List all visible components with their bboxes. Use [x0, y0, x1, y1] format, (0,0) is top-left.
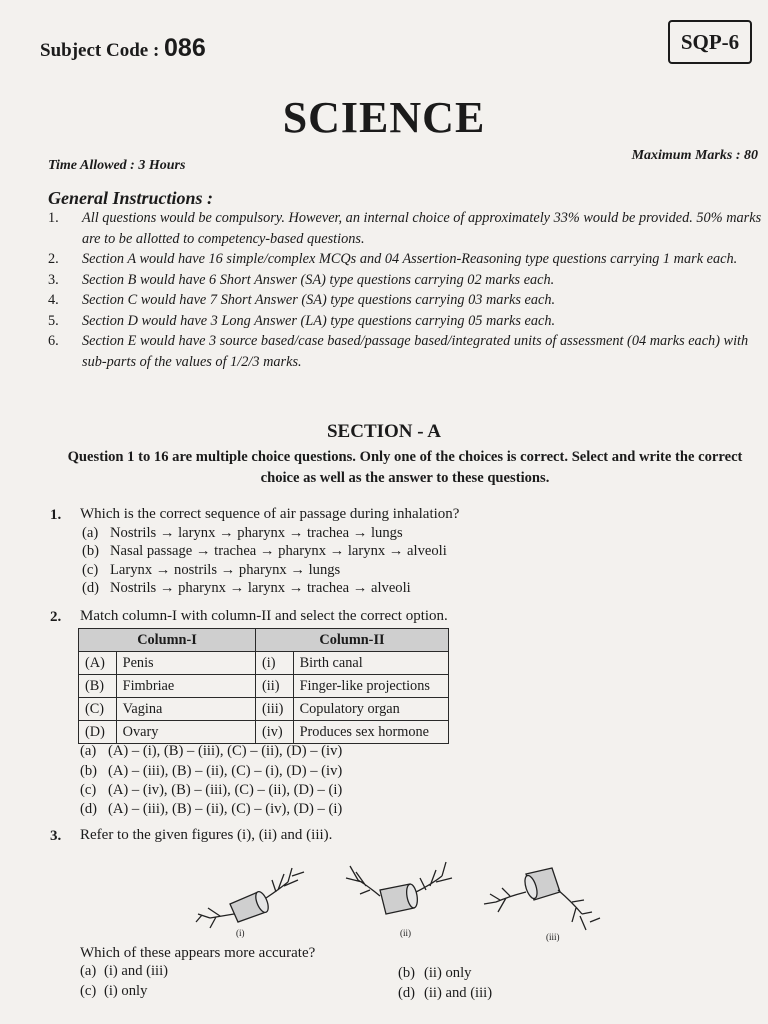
table-cell: Produces sex hormone	[293, 721, 448, 744]
plant-pots-illustration	[180, 856, 650, 942]
instruction-item	[48, 331, 764, 372]
table-cell: Copulatory organ	[293, 698, 448, 721]
option-letter: (b)	[82, 543, 100, 559]
instruction-text: Section B would have 6 Short Answer (SA) type questions carrying 02 marks each.	[82, 271, 555, 288]
option-a	[80, 963, 168, 980]
table-cell: Fimbriae	[116, 675, 255, 698]
option-text: Nostrils → pharynx → larynx → trachea → alveoli	[110, 580, 411, 596]
option-text: (ii) only	[424, 965, 472, 981]
option-text: (A) – (iii), (B) – (ii), (C) – (i), (D) – (iv)	[108, 763, 343, 779]
option-letter: (a)	[80, 743, 97, 759]
question-text: Refer to the given figures (i), (ii) and (iii).	[80, 827, 333, 843]
subject-code	[40, 34, 206, 63]
column-header: Column-I	[79, 629, 256, 652]
instruction-number: 3.	[48, 271, 59, 288]
instruction-number: 2.	[48, 251, 59, 267]
option-d	[82, 580, 411, 597]
table-cell: Ovary	[116, 721, 255, 744]
option-text: (ii) and (iii)	[424, 985, 493, 1001]
option-text: Nasal passage → trachea → pharynx → larynx → alveoli	[110, 543, 447, 559]
table-cell: (D)	[79, 721, 117, 744]
plant-pot-figures	[180, 856, 650, 942]
table-cell: (iv)	[256, 721, 294, 744]
table-row	[79, 652, 449, 675]
option-c	[80, 983, 147, 1000]
option-a	[80, 743, 342, 760]
instruction-text: Section A would have 16 simple/complex MCQs and 04 Assertion-Reasoning type questions carrying 1 mark each.	[82, 251, 738, 267]
column-header: Column-II	[256, 629, 449, 652]
question-number: 2.	[50, 609, 62, 625]
table-row	[79, 698, 449, 721]
instruction-item	[48, 290, 764, 311]
option-text: (i) and (iii)	[104, 963, 169, 979]
table-cell: Vagina	[116, 698, 255, 721]
question-text: Match column-I with column-II and select the correct option.	[80, 608, 448, 624]
paper-id-box: SQP-6	[668, 20, 752, 64]
match-table	[78, 628, 449, 744]
option-b	[82, 543, 447, 560]
option-d	[398, 985, 492, 1002]
instruction-item	[48, 311, 764, 332]
option-text: (i) only	[104, 983, 148, 999]
option-letter: (b)	[398, 965, 416, 981]
option-b	[80, 763, 342, 780]
instructions-heading: General Instructions :	[48, 188, 214, 208]
option-text: (A) – (iii), (B) – (ii), (C) – (iv), (D) – (i)	[108, 801, 343, 817]
maximum-marks: Maximum Marks : 80	[631, 148, 758, 163]
option-text: (A) – (i), (B) – (iii), (C) – (ii), (D) – (iv)	[108, 743, 343, 759]
table-cell: Finger-like projections	[293, 675, 448, 698]
table-cell: (A)	[79, 652, 117, 675]
subject-code-number: 086	[164, 34, 206, 62]
instructions-list	[48, 208, 764, 372]
figure-ii	[346, 862, 452, 914]
instruction-text: All questions would be compulsory. However, an internal choice of approximately 33% would be provided. 50% marks are to be allotted to competency-based questions.	[82, 210, 762, 247]
question-text: Which is the correct sequence of air passage during inhalation?	[80, 506, 460, 522]
table-cell: (iii)	[256, 698, 294, 721]
figure-iii	[484, 868, 600, 930]
instruction-number: 6.	[48, 333, 59, 349]
subject-code-label: Subject Code :	[40, 40, 160, 61]
page-title: SCIENCE	[282, 93, 486, 142]
option-letter: (d)	[80, 801, 98, 817]
instruction-number: 5.	[48, 312, 59, 329]
instruction-number: 4.	[48, 292, 59, 308]
option-c	[80, 782, 342, 799]
instruction-item	[48, 249, 764, 270]
instruction-number: 1.	[48, 210, 59, 226]
figure-label-i: (i)	[236, 928, 245, 938]
table-row	[79, 675, 449, 698]
figure-label-iii: (iii)	[546, 932, 560, 942]
option-letter: (c)	[82, 562, 99, 578]
option-c	[82, 562, 340, 579]
option-letter: (c)	[80, 782, 97, 798]
table-cell: (C)	[79, 698, 117, 721]
option-letter: (b)	[80, 763, 98, 779]
question-prompt: Which of these appears more accurate?	[80, 945, 316, 961]
question-number: 3.	[50, 828, 62, 844]
option-d	[80, 801, 342, 818]
table-cell: Birth canal	[293, 652, 448, 675]
table-cell: (ii)	[256, 675, 294, 698]
table-cell: (B)	[79, 675, 117, 698]
figure-i	[196, 868, 304, 928]
option-text: Nostrils → larynx → pharynx → trachea → lungs	[110, 525, 403, 541]
option-b	[398, 965, 471, 982]
instruction-text: Section C would have 7 Short Answer (SA) type questions carrying 03 marks each.	[82, 292, 556, 308]
option-text: (A) – (iv), (B) – (iii), (C) – (ii), (D) – (i)	[108, 782, 343, 798]
option-text: Larynx → nostrils → pharynx → lungs	[110, 562, 341, 578]
table-header-row	[79, 629, 449, 652]
table-row	[79, 721, 449, 744]
option-letter: (c)	[80, 983, 97, 999]
figure-label-ii: (ii)	[400, 928, 411, 938]
option-a	[82, 525, 403, 542]
section-a-title: SECTION - A	[326, 421, 442, 442]
option-letter: (d)	[82, 580, 100, 596]
section-a-note: Question 1 to 16 are multiple choice questions. Only one of the choices is correct. Select and write the correct choice as well as the answer to these questions.	[67, 449, 743, 486]
table-cell: Penis	[116, 652, 255, 675]
option-letter: (d)	[398, 985, 416, 1001]
instruction-text: Section E would have 3 source based/case based/passage based/integrated units of assessment (04 marks each) with sub-parts of the values of 1/2/3 marks.	[82, 333, 749, 370]
time-allowed: Time Allowed : 3 Hours	[48, 158, 186, 173]
option-letter: (a)	[80, 963, 97, 979]
instruction-item	[48, 270, 764, 291]
instruction-text: Section D would have 3 Long Answer (LA) type questions carrying 05 marks each.	[82, 312, 556, 329]
instruction-item	[48, 208, 764, 249]
option-letter: (a)	[82, 525, 99, 541]
question-number: 1.	[50, 507, 62, 523]
table-cell: (i)	[256, 652, 294, 675]
